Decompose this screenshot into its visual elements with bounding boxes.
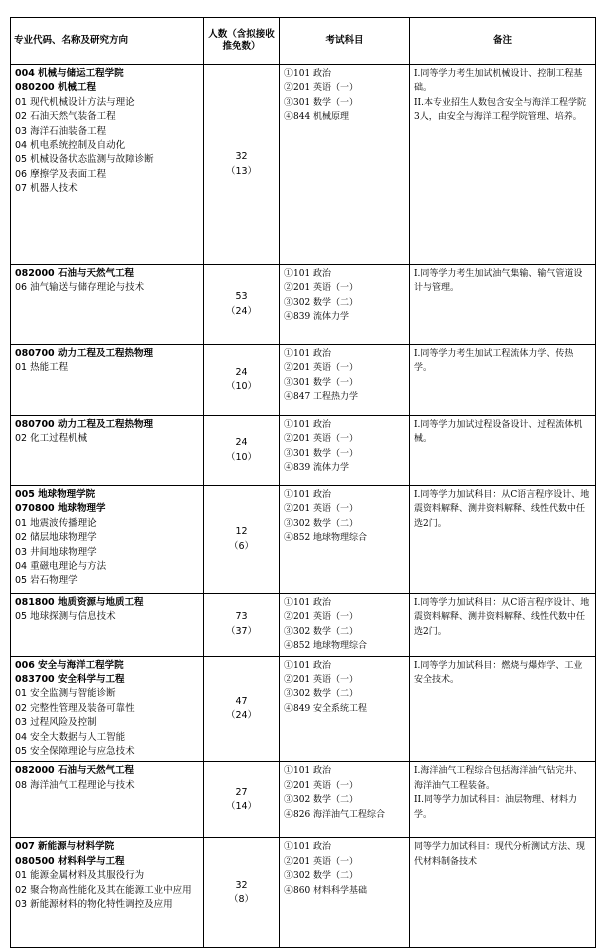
program-heading: 006 安全与海洋工程学院 [15, 659, 124, 671]
subjects-cell [280, 416, 410, 486]
enrollment-count: 12 [235, 526, 248, 538]
exam-subject: ①101 政治 [284, 420, 332, 430]
program-heading: 080200 机械工程 [15, 82, 96, 94]
subjects-cell [280, 345, 410, 416]
subjects-cell [280, 486, 410, 594]
count-cell [204, 838, 280, 948]
exam-subject: ④826 海洋油气工程综合 [284, 809, 386, 820]
exam-subject: ②201 英语（一） [284, 283, 359, 294]
research-direction: 03 新能源材料的物化特性调控及应用 [15, 899, 173, 911]
table-row [11, 594, 596, 657]
table-row [11, 762, 596, 838]
recommended-count: （14） [225, 800, 258, 812]
exam-subject: ②201 英语（一） [284, 83, 359, 94]
exam-subject: ①101 政治 [284, 598, 332, 608]
notes-cell [410, 265, 596, 345]
recommended-count: （37） [225, 625, 258, 637]
table-row [11, 656, 596, 762]
research-direction: 07 机器人技术 [15, 183, 78, 195]
program-heading: 004 机械与储运工程学院 [15, 68, 124, 79]
count-cell [204, 345, 280, 416]
research-direction: 04 机电系统控制及自动化 [15, 140, 126, 152]
research-direction: 03 海洋石油装备工程 [15, 125, 107, 137]
note-text: I.同等学力加试科目：燃烧与爆炸学、工业安全技术。 [414, 660, 583, 686]
note-text: I.同等学力加试科目：从C语言程序设计、地震资料解释、测井资料解释、线性代数中任选2门。 [414, 490, 590, 529]
exam-subject: ③301 数学（一） [284, 448, 359, 459]
exam-subject: ③301 数学（一） [284, 97, 359, 108]
notes-cell [410, 594, 596, 657]
exam-subject: ④844 机械原理 [284, 112, 350, 123]
research-direction: 05 机械设备状态监测与故障诊断 [15, 154, 154, 166]
enrollment-count: 32 [235, 879, 248, 891]
enrollment-count: 47 [235, 695, 248, 707]
note-text: I.同等学力考生加试油气集输、输气管道设计与管理。 [414, 269, 583, 294]
count-cell [204, 762, 280, 838]
note-text: I.同等学力考生加试机械设计、控制工程基础。 [414, 69, 583, 94]
recommended-count: （24） [225, 710, 258, 722]
note-text: 同等学力加试科目：现代分析测试方法、现代材料制备技术 [414, 842, 586, 867]
note-text: I.海洋油气工程综合包括海洋油气钻完井、海洋油气工程装备。 [414, 766, 583, 791]
exam-subject: ④839 流体力学 [284, 463, 350, 474]
enrollment-count: 73 [235, 611, 248, 623]
program-cell [11, 656, 204, 762]
research-direction: 06 油气输送与储存理论与技术 [15, 282, 145, 294]
exam-subject: ③302 数学（二） [284, 795, 359, 806]
exam-subject: ①101 政治 [284, 69, 332, 79]
notes-cell [410, 762, 596, 838]
program-heading: 082000 石油与天然气工程 [15, 765, 134, 777]
exam-subject: ①101 政治 [284, 349, 332, 359]
exam-subject: ②201 英语（一） [284, 675, 359, 686]
header-notes: 备注 [410, 18, 596, 65]
exam-subject: ①101 政治 [284, 490, 332, 500]
count-cell [204, 265, 280, 345]
count-cell [204, 65, 280, 265]
research-direction: 04 重磁电理论与方法 [15, 561, 107, 573]
research-direction: 01 能源金属材料及其服役行为 [15, 870, 145, 882]
header-subjects: 考试科目 [280, 18, 410, 65]
exam-subject: ①101 政治 [284, 269, 332, 279]
exam-subject: ④852 地球物理综合 [284, 641, 368, 652]
count-cell [204, 594, 280, 657]
header-program: 专业代码、名称及研究方向 [11, 18, 204, 65]
exam-subject: ②201 英语（一） [284, 363, 359, 374]
exam-subject: ②201 英语（一） [284, 612, 359, 623]
exam-subject: ③302 数学（二） [284, 297, 359, 308]
subjects-cell [280, 65, 410, 265]
note-text: I.同等学力考生加试工程流体力学、传热学。 [414, 349, 574, 374]
enrollment-count: 24 [235, 366, 248, 378]
research-direction: 01 现代机械设计方法与理论 [15, 96, 135, 108]
program-heading: 080500 材料科学与工程 [15, 855, 125, 867]
notes-cell [410, 65, 596, 265]
notes-cell [410, 416, 596, 486]
notes-cell [410, 345, 596, 416]
table-row [11, 265, 596, 345]
exam-subject: ②201 英语（一） [284, 504, 359, 515]
recommended-count: （10） [225, 451, 258, 463]
research-direction: 01 安全监测与智能诊断 [15, 688, 116, 700]
research-direction: 05 安全保障理论与应急技术 [15, 746, 135, 758]
exam-subject: ④852 地球物理综合 [284, 533, 368, 544]
table-row [11, 345, 596, 416]
exam-subject: ③302 数学（二） [284, 626, 359, 637]
program-cell [11, 265, 204, 345]
exam-subject: ①101 政治 [284, 842, 332, 853]
recommended-count: （8） [228, 893, 255, 905]
note-text: II.本专业招生人数包含安全与海洋工程学院3人，由安全与海洋工程学院管理、培养。 [414, 97, 586, 123]
exam-subject: ②201 英语（一） [284, 780, 359, 791]
program-heading: 070800 地球物理学 [15, 503, 106, 515]
count-cell [204, 416, 280, 486]
note-text: I.同等学力加试过程设备设计、过程流体机械。 [414, 420, 583, 445]
table-header-row [11, 18, 596, 65]
research-direction: 02 石油天然气装备工程 [15, 111, 116, 123]
research-direction: 03 过程风险及控制 [15, 717, 97, 729]
program-cell [11, 65, 204, 265]
count-cell [204, 656, 280, 762]
program-heading: 005 地球物理学院 [15, 489, 96, 500]
program-cell [11, 594, 204, 657]
research-direction: 02 储层地球物理学 [15, 532, 97, 544]
program-cell [11, 416, 204, 486]
header-count: 人数（含拟接收推免数） [204, 18, 280, 65]
enrollment-count: 27 [235, 786, 248, 798]
exam-subject: ④847 工程热力学 [284, 392, 359, 403]
enrollment-count: 24 [235, 437, 248, 449]
notes-cell [410, 838, 596, 948]
program-cell [11, 486, 204, 594]
research-direction: 02 完整性管理及装备可靠性 [15, 702, 135, 714]
enrollment-count: 53 [235, 291, 248, 303]
exam-subject: ③302 数学（二） [284, 871, 359, 882]
exam-subject: ①101 政治 [284, 660, 332, 671]
program-heading: 082000 石油与天然气工程 [15, 268, 134, 279]
recommended-count: （24） [225, 305, 258, 317]
program-heading: 007 新能源与材料学院 [15, 841, 115, 853]
exam-subject: ④839 流体力学 [284, 312, 350, 323]
exam-subject: ①101 政治 [284, 766, 332, 777]
subjects-cell [280, 265, 410, 345]
exam-subject: ④849 安全系统工程 [284, 703, 368, 714]
research-direction: 02 聚合物高性能化及其在能源工业中应用 [15, 884, 192, 896]
recommended-count: （13） [225, 165, 258, 177]
program-cell [11, 838, 204, 948]
program-heading: 081800 地质资源与地质工程 [15, 597, 144, 608]
research-direction: 06 摩擦学及表面工程 [15, 168, 107, 180]
enrollment-count: 32 [235, 151, 248, 163]
table-row [11, 416, 596, 486]
research-direction: 01 地震波传播理论 [15, 517, 97, 529]
admissions-table [10, 17, 596, 948]
table-row [11, 486, 596, 594]
subjects-cell [280, 594, 410, 657]
research-direction: 02 化工过程机械 [15, 433, 88, 445]
exam-subject: ③302 数学（二） [284, 518, 359, 529]
note-text: II.同等学力加试科目：油层物理、材料力学。 [414, 795, 577, 820]
notes-cell [410, 486, 596, 594]
program-heading: 080700 动力工程及工程热物理 [15, 419, 153, 430]
program-cell [11, 762, 204, 838]
subjects-cell [280, 656, 410, 762]
research-direction: 05 地球探测与信息技术 [15, 611, 116, 623]
recommended-count: （10） [225, 381, 258, 392]
notes-cell [410, 656, 596, 762]
subjects-cell [280, 762, 410, 838]
recommended-count: （6） [228, 540, 255, 552]
table-row [11, 65, 596, 265]
note-text: I.同等学力加试科目：从C语言程序设计、地震资料解释、测井资料解释、线性代数中任选2门。 [414, 598, 590, 637]
research-direction: 05 岩石物理学 [15, 575, 78, 587]
research-direction: 04 安全大数据与人工智能 [15, 731, 126, 743]
exam-subject: ④860 材料科学基础 [284, 885, 368, 896]
research-direction: 03 井间地球物理学 [15, 546, 97, 558]
program-cell [11, 345, 204, 416]
program-heading: 080700 动力工程及工程热物理 [15, 348, 153, 359]
research-direction: 01 热能工程 [15, 362, 69, 374]
exam-subject: ②201 英语（一） [284, 856, 359, 867]
count-cell [204, 486, 280, 594]
program-heading: 083700 安全科学与工程 [15, 674, 125, 686]
table-row [11, 838, 596, 948]
exam-subject: ③302 数学（二） [284, 689, 359, 700]
subjects-cell [280, 838, 410, 948]
exam-subject: ③301 数学（一） [284, 377, 359, 388]
research-direction: 08 海洋油气工程理论与技术 [15, 779, 135, 791]
exam-subject: ②201 英语（一） [284, 434, 359, 445]
